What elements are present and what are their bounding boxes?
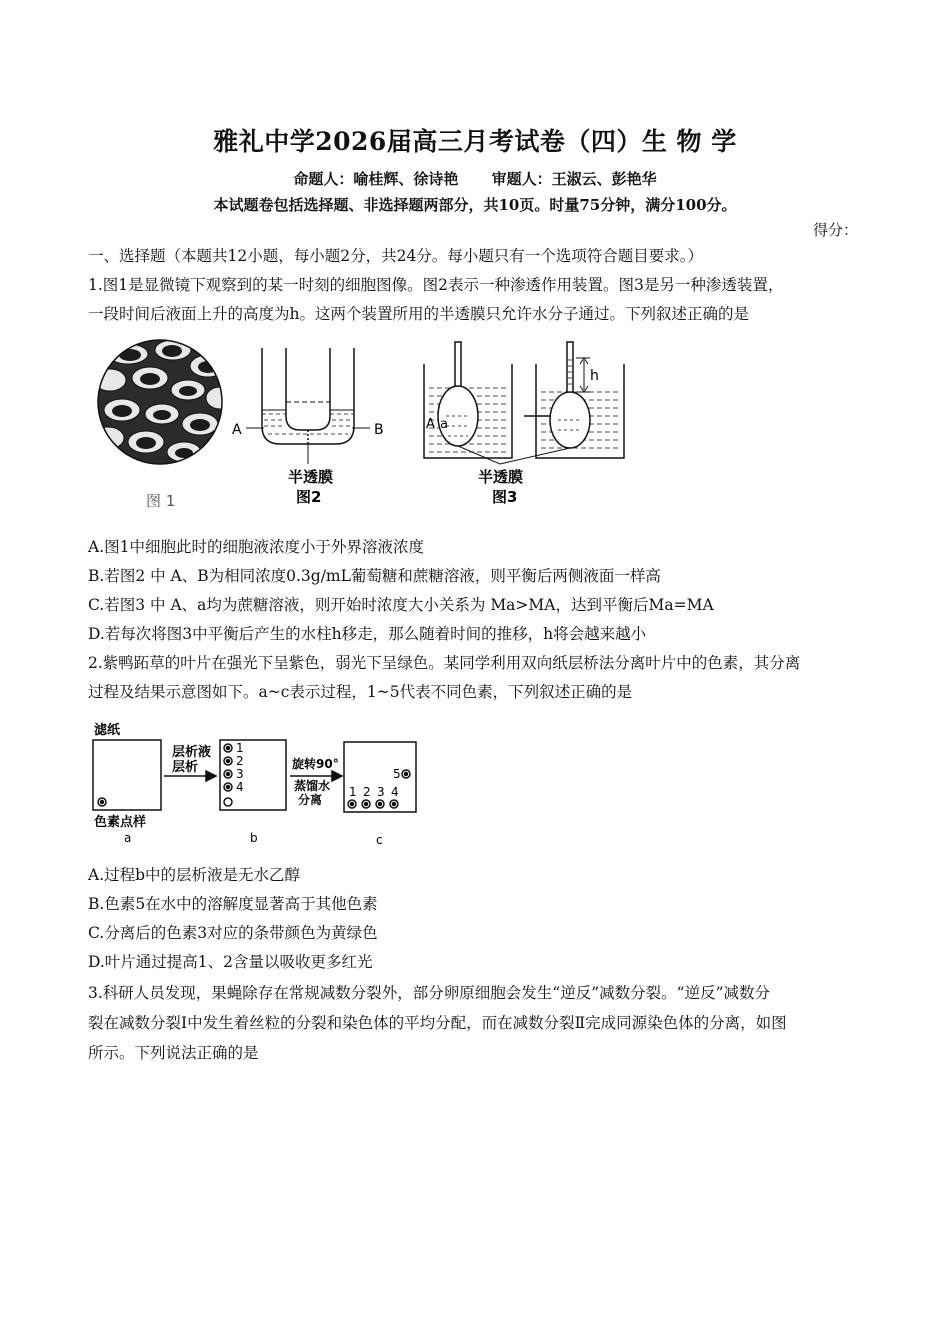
- fig3-label: 图3: [492, 488, 518, 506]
- fig2-membrane-label: 半透膜: [288, 468, 334, 486]
- q2-label-b: b: [250, 831, 258, 845]
- q2-rotate-label: 旋转90°: [292, 757, 339, 771]
- q2-filter-paper-label: 滤纸: [94, 723, 121, 738]
- q1-option-d: D.若每次将图3中平衡后产生的水柱h移走，那么随着时间的推移，h将会越来越小: [88, 625, 647, 643]
- fig3-membrane-label: 半透膜: [478, 468, 524, 486]
- q2-water-label1: 蒸馏水: [294, 779, 331, 793]
- q2-label-a: a: [124, 831, 132, 845]
- q2-option-a: A.过程b中的层析液是无水乙醇: [88, 866, 301, 884]
- q2-option-b: B.色素5在水中的溶解度显著高于其他色素: [88, 895, 378, 913]
- fig1-micrograph: [88, 336, 238, 476]
- q2-spot-sample-label: 色素点样: [94, 815, 147, 830]
- q2-water-label2: 分离: [298, 793, 323, 807]
- q1-option-c: C.若图3 中 A、a均为蔗糖溶液，则开始时浓度大小关系为 Ma>MA，达到平衡后Ma=MA: [88, 596, 714, 614]
- q1-option-b: B.若图2 中 A、B为相同浓度0.3g/mL葡萄糖和蔗糖溶液，则平衡后两侧液面一样高: [88, 567, 661, 585]
- fig3-osmometers: [424, 342, 624, 464]
- fig3-label-h: h: [590, 368, 599, 384]
- q2-c-band-2: 2: [363, 785, 371, 799]
- q3-stem-line3: 所示。下列说法正确的是: [88, 1044, 259, 1062]
- q2-figure: [88, 718, 428, 850]
- q1-stem-line2: 一段时间后液面上升的高度为h。这两个装置所用的半透膜只允许水分子通过。下列叙述正确的是: [88, 305, 749, 323]
- fig2-u-tube: [246, 348, 370, 464]
- q3-stem-line1: 3.科研人员发现，果蝇除存在常规减数分裂外，部分卵原细胞会发生“逆反”减数分裂。“逆反”减数分: [88, 984, 770, 1002]
- setter-text: 命题人：喻桂辉、徐诗艳: [293, 170, 459, 188]
- q3-stem-line2: 裂在减数分裂Ⅰ中发生着丝粒的分裂和染色体的平均分配，而在减数分裂Ⅱ完成同源染色体的分离，如图: [88, 1014, 787, 1032]
- fig2-label-b: B: [374, 422, 384, 438]
- q2-chromatography-label1: 层析液: [172, 745, 212, 760]
- score-label: 得分：: [812, 221, 858, 239]
- q2-stem-line2: 过程及结果示意图如下。a~c表示过程，1~5代表不同色素，下列叙述正确的是: [88, 683, 633, 701]
- q2-c-band-5: 5: [393, 767, 401, 781]
- q1-figure: [88, 336, 628, 516]
- q2-label-c: c: [376, 833, 383, 847]
- fig3-label-a-upper: A: [426, 417, 435, 432]
- q2-stem-line1: 2.紫鸭跖草的叶片在强光下呈紫色，弱光下呈绿色。某同学利用双向纸层桥法分离叶片中的色素，其分离: [88, 654, 801, 672]
- q2-c-band-4: 4: [391, 785, 399, 799]
- section-heading: 一、选择题（本题共12小题，每小题2分，共24分。每小题只有一个选项符合题目要求。）: [88, 247, 704, 265]
- q1-stem-line1: 1.图1是显微镜下观察到的某一时刻的细胞图像。图2表示一种渗透作用装置。图3是另一种渗透装置，: [88, 276, 784, 294]
- exam-info: 本试题卷包括选择题、非选择题两部分，共10页。时量75分钟，满分100分。: [213, 196, 737, 214]
- fig2-label-a: A: [232, 422, 242, 438]
- q2-band-1: 1: [236, 741, 244, 755]
- q2-option-d: D.叶片通过提高1、2含量以吸收更多红光: [88, 953, 373, 971]
- exam-title: 雅礼中学2026届高三月考试卷（四）生 物 学: [213, 127, 737, 156]
- reviewer-text: 审题人：王淑云、彭艳华: [491, 170, 657, 188]
- fig1-label: 图 1: [146, 492, 176, 510]
- fig3-label-a-lower: a: [440, 417, 448, 432]
- q2-band-4: 4: [236, 780, 244, 794]
- q2-option-c: C.分离后的色素3对应的条带颜色为黄绿色: [88, 924, 378, 942]
- q2-band-2: 2: [236, 754, 244, 768]
- q2-c-band-1: 1: [349, 785, 357, 799]
- authors-line: [0, 168, 950, 189]
- fig2-label: 图2: [296, 488, 322, 506]
- q2-c-band-3: 3: [377, 785, 385, 799]
- q2-diagram-shapes: [93, 740, 416, 812]
- q1-option-a: A.图1中细胞此时的细胞液浓度小于外界溶液浓度: [88, 538, 424, 556]
- q2-chromatography-label2: 层析: [172, 760, 199, 775]
- q2-band-3: 3: [236, 767, 244, 781]
